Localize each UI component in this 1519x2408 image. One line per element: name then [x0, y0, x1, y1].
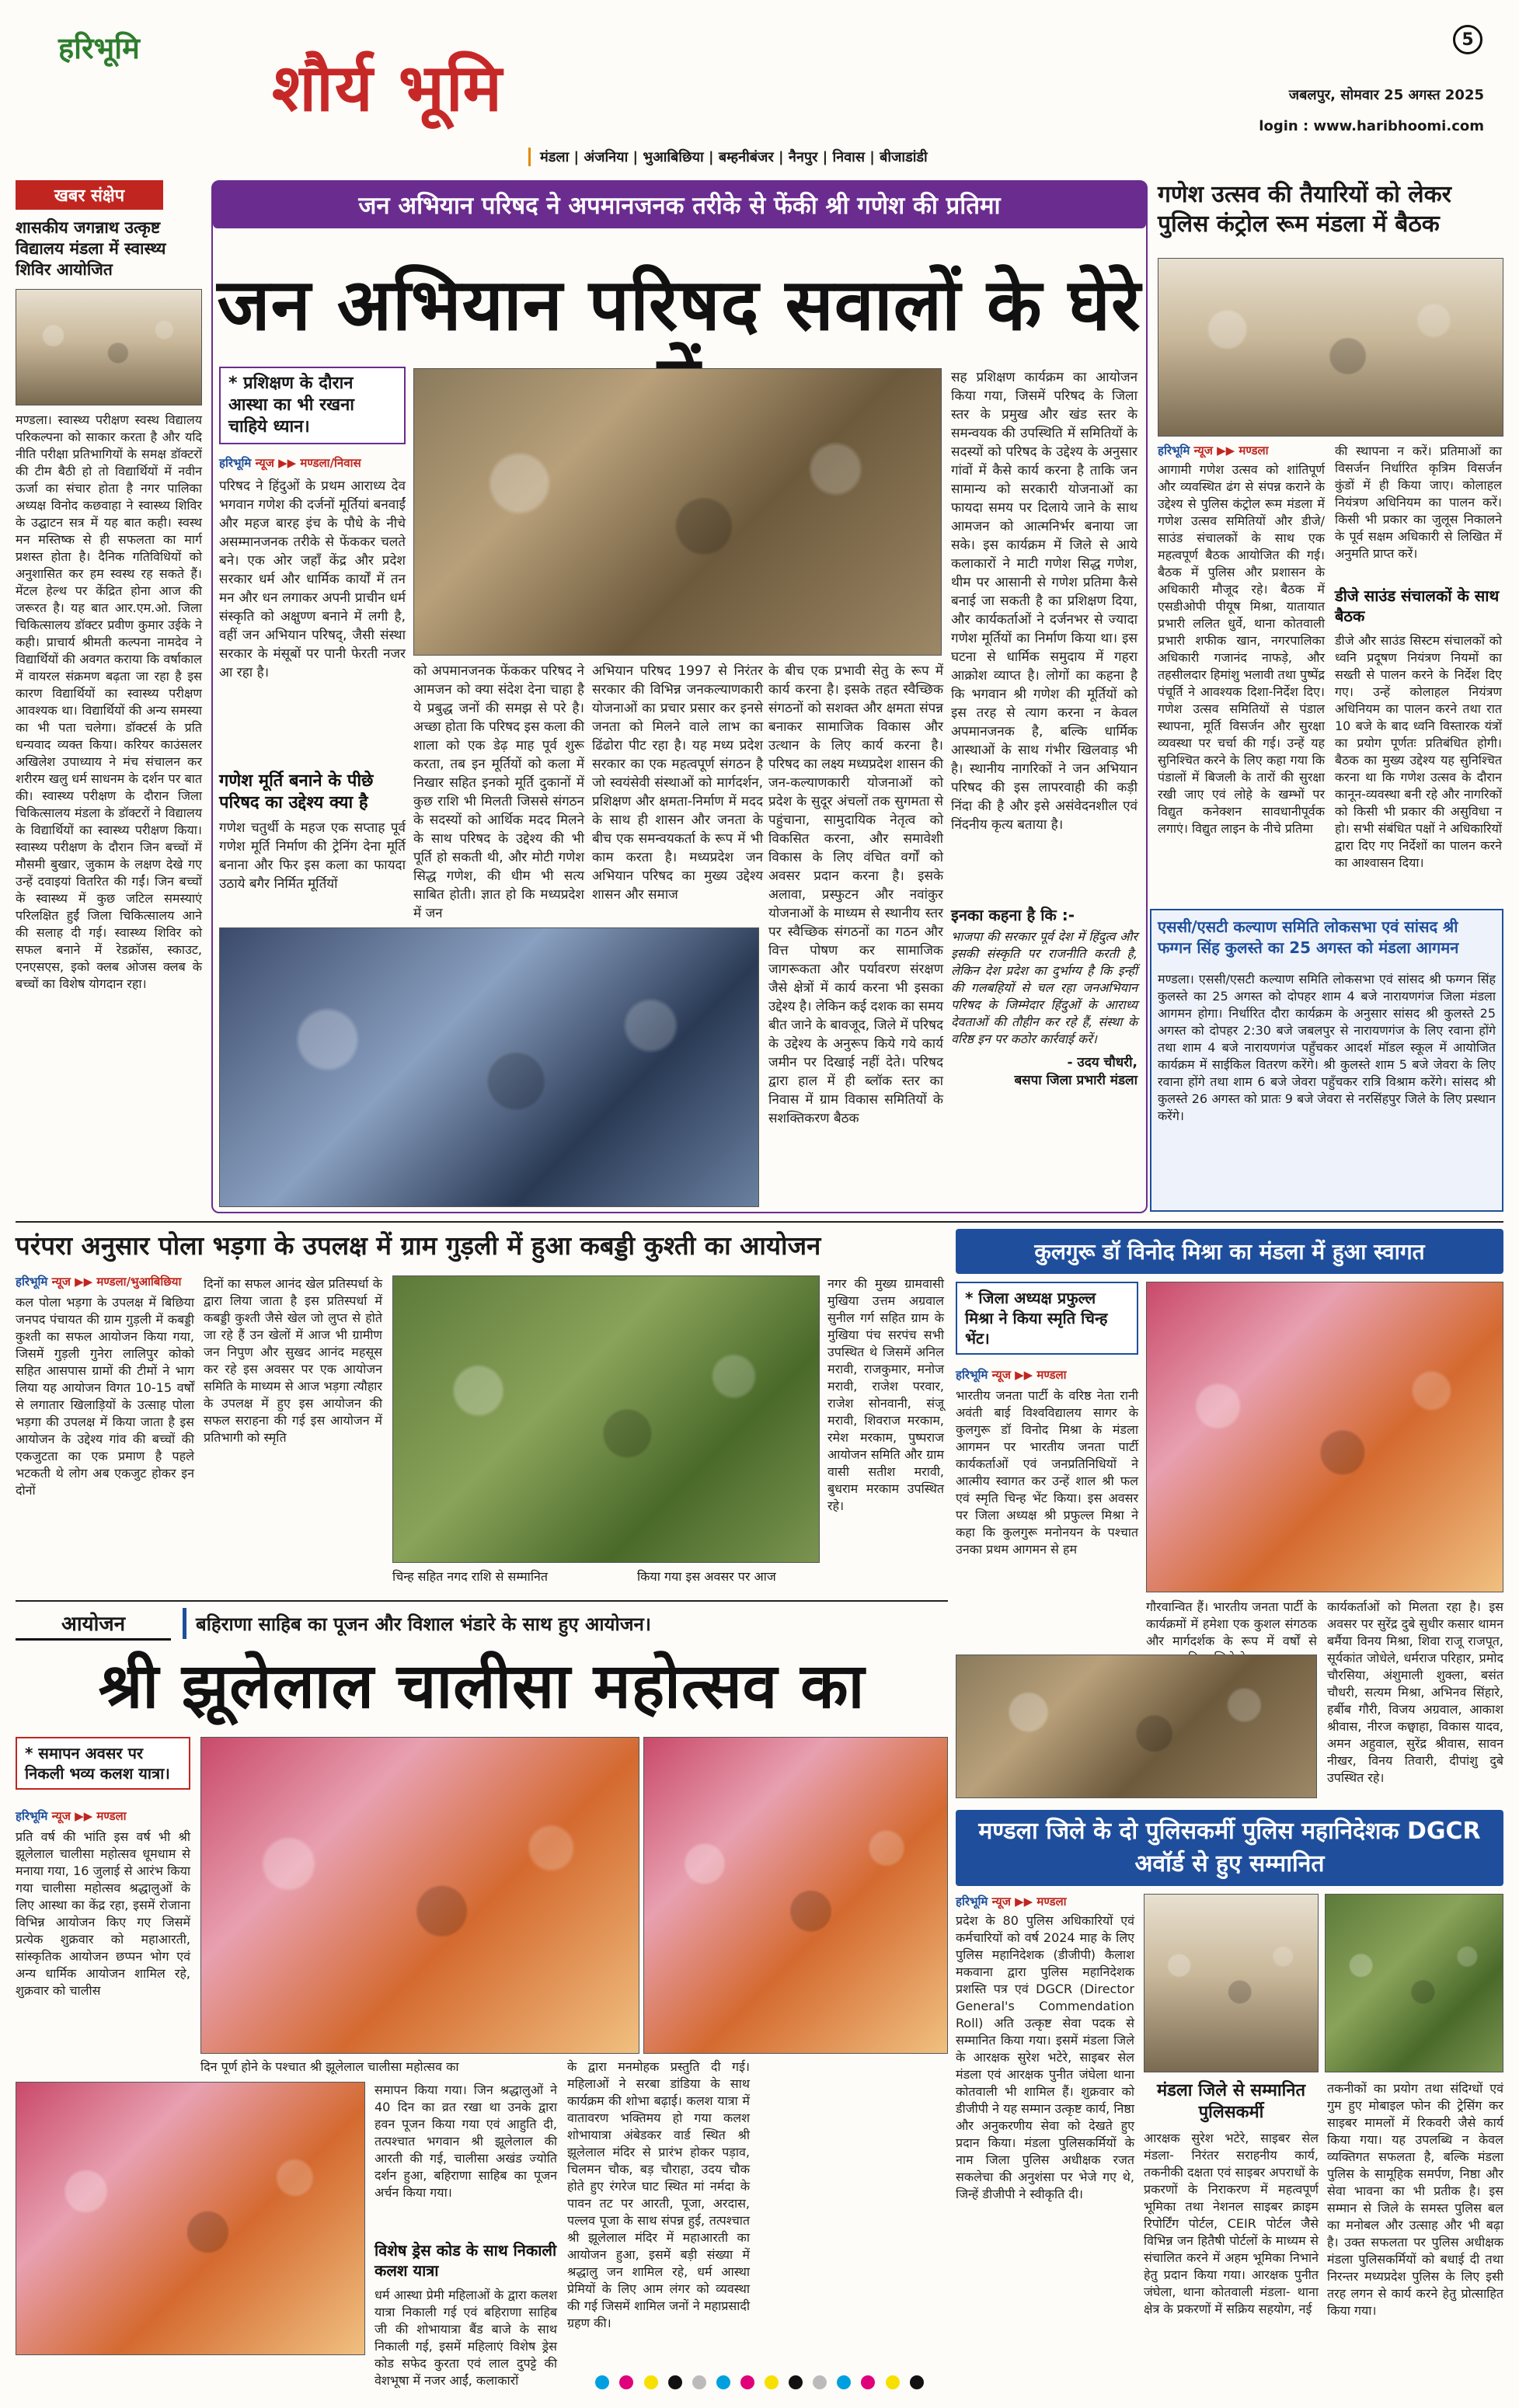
dj-meeting-subhead: डीजे साउंड संचालकों के साथ बैठक	[1335, 586, 1500, 625]
quote-title: इनका कहना है कि :-	[951, 906, 1075, 924]
quote-author: - उदय चौधरी,	[1067, 1055, 1138, 1070]
region-list: मंडला | अंजनिया | भुआबिछिया | बम्हनीबंजर | नैनपुर | निवास | बीजाडांडी	[540, 149, 928, 165]
jhulelal-puja-photo	[200, 1737, 639, 2054]
quote-role: बसपा जिला प्रभारी मंडला	[1014, 1073, 1138, 1088]
sc-st-headline: एससी/एसटी कल्याण समिति लोकसभा एवं सांसद श्री फग्गन सिंह कुलस्ते का 25 अगस्त को मंडला आगमन	[1158, 917, 1459, 957]
kulguru-col2a: गौरवान्वित हैं। भारतीय जनता पार्टी के कार्यक्रमों में हमेशा एक कुशल संगठक और मार्गदर्शक के रूप में वर्षों से	[1146, 1599, 1317, 1648]
news-brief	[16, 180, 202, 1213]
kalash-yatra-photo	[16, 2082, 365, 2355]
dateline: जबलपुर, सोमवार 25 अगस्त 2025	[1288, 87, 1484, 103]
jhulelal-story	[16, 1606, 948, 2388]
credit-rest: न्यूज ▶▶ मण्डला	[991, 1895, 1067, 1909]
masthead	[0, 0, 1519, 165]
ganesh-police-col2: की स्थापना न करें। प्रतिमाओं का विसर्जन निर्धारित कृत्रिम विसर्जन कुंडों में ही किया जाए। कोलाहल नियंत्रण अधिनियम का पालन करें। किसी भी प्रकार का जुलूस निकालने के पूर्व सक्षम अधिकारी से लिखित में अनुमति प्राप्त करें।	[1335, 444, 1502, 561]
ganesh-police-story	[1158, 180, 1503, 903]
lead-col1b-text: गणेश चतुर्थी के महज एक सप्ताह पूर्व गणेश मूर्ति निर्माण की ट्रेनिंग देना मूर्ति बनाना और फिर इस कला का फायदा उठाये बगैर निर्मित मूर्तियों	[219, 820, 406, 892]
lead-credit	[219, 455, 421, 471]
page-number	[1453, 25, 1482, 54]
magenta-mark	[619, 2375, 633, 2389]
jhulelal-section-label: आयोजन	[16, 1606, 171, 1641]
police-award-col3: तकनीकों का प्रयोग तथा संदिग्धों एवं गुम हुए मोबाइल फोन की ट्रेसिंग कर साइबर मामलों में रिकवरी जैसे कार्य किया गया। यह उपलब्धि न केवल व्यक्तिगत सफलता है, बल्कि मंडला पुलिस के सामूहिक समर्पण, निष्ठा और सेवा भावना का भी प्रतीक है। इस सम्मान से जिले के समस्त पुलिस बल का मनोबल और उत्साह और भी बढ़ा है। उक्त सफलता पर पुलिस अधीक्षक मंडला पुलिसकर्मियों को बधाई दी तथा निरन्तर मध्यप्रदेश पुलिस के लिए इसी तरह लगन से कार्य करने हेतु प्रोत्साहित किया गया।	[1327, 2081, 1503, 2318]
region-bar	[528, 148, 1228, 166]
cyan-mark	[716, 2375, 730, 2389]
lead-story	[211, 180, 1148, 1213]
jhulelal-banner: बहिराणा साहिब का पूजन और विशाल भंडारे के साथ हुए आयोजन।	[183, 1608, 944, 1639]
training-meeting-photo	[219, 927, 759, 1207]
credit-brand: हरिभूमि	[219, 456, 252, 470]
ganesh-police-headline: गणेश उत्सव की तैयारियों को लेकर पुलिस कंट्रोल रूम मंडला में बैठक	[1158, 181, 1451, 238]
print-registration-marks	[0, 2375, 1519, 2399]
kabaddi-caption-1: चिन्ह सहित नगद राशि से सम्मानित	[392, 1569, 548, 1584]
kabaddi-col1: कल पोला भड़गा के उपलक्ष में बिछिया जनपद पंचायत की ग्राम गुड़ली में कबड्डी कुश्ती का सफल आयोजन किया गया, जिसमें गुड़ली गुनेरा लालिपुर कोको सहित आसपास ग्रामों की टीमों ने भाग लिया यह आयोजन विगत 10-15 वर्षों से लगातार खिलाड़ियों के उत्साह पोला भड़गा की उपलक्ष में किया जाता है इस आयोजन के उद्देश्य गांव की बच्चों की एकजुटता का एक प्रमाण है पहले भटकती थे लोग अब एकजुट होकर इन दोनों	[16, 1295, 194, 1498]
lead-col3-text: अभियान परिषद 1997 से निरंतर सरकार की विभिन्न जनकल्याणकारी योजनाओं का प्रचार प्रसार कर इनसे जनता को मिलने वाले लाभ का ढिंढोरा पीट रहा है। यह मध्य प्रदेश सरकार का एक महत्वपूर्ण संगठन है जो स्वयंसेवी संस्थाओं को मार्गदर्शन, प्रशिक्षण और क्षमता-निर्माण में मदद के साथ ही शासन और जनता के बीच एक समन्वयकर्ता के रूप में भी काम करता है। मध्यप्रदेश जन अभियान परिषद का मुख्य उद्देश्य शासन और समाज	[592, 663, 763, 903]
credit-rest: न्यूज ▶▶ मण्डला	[51, 1809, 127, 1823]
yellow-mark	[644, 2375, 658, 2389]
lead-banner: जन अभियान परिषद ने अपमानजनक तरीके से फेंकी श्री गणेश की प्रतिमा	[213, 182, 1146, 228]
ganesh-police-col1: आगामी गणेश उत्सव को शांतिपूर्ण और व्यवस्थित ढंग से संपन्न कराने के उद्देश्य से पुलिस कंट्रोल रूम मंडला में गणेश उत्सव समितियों और डीजे/साउंड संचालकों के साथ एक महत्वपूर्ण बैठक आयोजित की गई। बैठक में पुलिस और प्रशासन के अधिकारी मौजूद रहे। बैठक में एसडीओपी पीयूष मिश्रा, यातायात प्रभारी ललित धुर्वे, थाना कोतवाली प्रभारी शफीक खान, नगरपालिका अधिकारी गजानंद नाफड़े, और तहसीलदार हिमांशु भलावी तथा पुष्पेंद्र पंचूर्ति ने आवश्यक दिशा-निर्देश दिए। गणेश उत्सव समितियों से पंडाल स्थापना, मूर्ति विसर्जन और सुरक्षा व्यवस्था पर चर्चा की गई। उन्हें यह सुनिश्चित करने के लिए कहा गया कि पंडालों में बिजली के तारों की सुरक्षा रखी जाए एवं लोहे के खम्भों पर विद्युत कनेक्शन सावधानीपूर्वक लगाएं। विद्युत लाइन के नीचे प्रतिमा	[1158, 462, 1325, 836]
police-award-col2: आरक्षक सुरेश भटेरे, साइबर सेल मंडला- निरंतर सराहनीय कार्य, तकनीकी दक्षता एवं साइबर अपराधों के प्रकरणों के निराकरण में महत्वपूर्ण भूमिका तथा नेशनल साइबर क्राइम रिपोर्टिंग पोर्टल, CEIR पोर्टल जैसे विभिन्न जन हितैषी पोर्टलों के माध्यम से संचालित करने में अहम भूमिका निभाने हेतु प्रदान किया गया। आरक्षक पुनीत जंघेला, थाना कोतवाली मंडला- थाना क्षेत्र के प्रकरणों में सक्रिय सहयोग, नई	[1144, 2131, 1319, 2316]
kulguru-col2b: कार्यकर्ताओं को मिलता रहा है। इस अवसर पर सुरेंद्र दुबे सुधीर कसार थामन बर्मैया विनय मिश्रा, शिवा राजू राजपूत, सूर्यकांत जोधेले, धर्मराज परिहार, प्रमोद चौरसिया, अंशुमाली शुक्ला, बसंत चौधरी, सत्यम मिश्रा, अभिनव सिंहारे, हर्बीब गौरी, विजय अग्रवाल, आकाश श्रीवास, नीरज कछ्वाहा, विकास यादव, अमन अहुवाल, सुरेंद्र श्रीवास, सावन नीखर, विनय तिवारी, दीपांशु दुबे उपस्थित रहे।	[1327, 1599, 1503, 1785]
health-camp-photo	[16, 289, 202, 405]
kulguru-headline: कुलगुरू डॉ विनोद मिश्रा का मंडला में हुआ स्वागत	[956, 1229, 1503, 1274]
police-award-story	[956, 1810, 1503, 2361]
kabaddi-story	[16, 1229, 948, 1594]
jhulelal-women-photo	[643, 1737, 948, 2054]
news-brief-label: खबर संक्षेप	[16, 180, 163, 210]
lead-col2-text: को अपमानजनक फेंककर परिषद ने आमजन को क्या संदेश देना चाहा है ये प्रबुद्ध जनों की समझ से परे है। अच्छा होता कि परिषद इस कला की शाला को एक डेढ़ माह पूर्व शुरू करता, तब इन मूर्तियों को कला में निखार सहित इनको मूर्ति दुकानों में कुछ राशि भी मिलती जिससे संगठन के सदस्यों को आर्थिक मदद मिलने के साथ परिषद के उद्देश्य की भी पूर्ति हो सकती थी, और मोटी गणेश सिद्ध गणेश, की धीम भी सत्य साबित होती। ज्ञात हो कि मध्यप्रदेश में जन	[413, 663, 584, 921]
divider	[16, 1600, 948, 1602]
jhulelal-col3b: धर्म आस्था प्रेमी महिलाओं के द्वारा कलश यात्रा निकाली गई एवं बहिराणा साहिब जी की शोभायात्रा बैंड बाजे के साथ निकाली गई, इसमें महिलाएं विशेष ड्रेस कोड सफेद कुरता एवं लाल दुपट्टे की वेशभूषा में नजर आईं, कलाकारों	[375, 2288, 557, 2388]
divider	[16, 1221, 1503, 1223]
lead-headline: जन अभियान परिषद सवालों के घेरे	[217, 263, 1141, 346]
yellow-mark	[886, 2375, 900, 2389]
cyan-mark	[595, 2375, 609, 2389]
lead-col1-subhead: गणेश मूर्ति बनाने के पीछे परिषद का उद्देश्य क्या है	[219, 771, 374, 813]
black-mark	[910, 2375, 924, 2389]
kabaddi-caption-2: किया गया इस अवसर पर आज	[637, 1569, 776, 1584]
lead-kicker: * प्रशिक्षण के दौरान आस्था का भी रखना चाहिये ध्यान।	[219, 367, 406, 444]
page-number-value: 5	[1462, 30, 1474, 50]
logo: हरिभूमि	[58, 30, 140, 65]
kulguru-story	[956, 1229, 1503, 1804]
credit-rest: न्यूज ▶▶ मण्डला	[1193, 444, 1269, 458]
jhulelal-headline: श्री झूलेलाल चालीसा महोत्सव का	[98, 1649, 866, 1722]
kabaddi-col3: नगर की मुख्य ग्रामवासी मुखिया उत्तम अग्रवाल सुनील गर्ग सहित ग्राम के मुखिया पंच सरपंच सभी उपस्थित थे जिसमें अनिल मरावी, राजकुमार, मनोज मरावी, राजेश परवार, राजेश सोनवानी, संजू मरावी, शिवराज मरकाम, रमेश मरकाम, पुष्पराज आयोजन समिति और ग्राम वासी सतीश मरावी, बुधराम मरकाम उपस्थित रहे।	[827, 1276, 944, 1513]
credit-brand: हरिभूमि	[956, 1368, 988, 1382]
police-award-headline: मण्डला जिले के दो पुलिसकर्मी पुलिस महानिदेशक DGCR अवॉर्ड से हुए सम्मानित	[956, 1810, 1503, 1886]
lead-col1-text: परिषद ने हिंदुओं के प्रथम आराध्य देव भगवान गणेश की दर्जनों मूर्तियां बनवाईं और महज बारह इंच के पौधे के नीचे असम्मानजनक तरीके से फेंककर चलते बने। एक ओर जहाँ केंद्र और प्रदेश सरकार धर्म और धार्मिक कार्यों में तन मन और धन लगाकर अपनी प्राचीन धर्म संस्कृति को अक्षुण्ण बनाने में लगी है, वहीं जन अभियान परिषद्, जैसी संस्था सरकार के मंसूबों पर पानी फेरती नजर आ रहा है।	[219, 478, 406, 680]
news-brief-body: मण्डला। स्वास्थ्य परीक्षण स्वस्थ विद्यालय परिकल्पना को साकार करता है और यदि नीति परीक्षा प्रतिभागियों के समक्ष डॉक्टरों की टीम बैठी हो तो विद्यार्थियों में नवीन ऊर्जा का संचार होता है नगर पालिका अध्यक्ष विनोद कछवाहा ने स्वास्थ्य शिविर के उद्घाटन सत्र में यह बात कही। स्वस्थ मन मस्तिष्क से ही सफलता का मार्ग प्रशस्त होता है। दैनिक गतिविधियों को अनुशासित कर हम स्वस्थ रह सकते हैं। मेंटल हेल्थ पर केंद्रित होना आज की जरूरत है। यह बात आर.एम.ओ. जिला चिकित्सालय डॉक्टर प्रवीण कुमार उईके ने कही। प्राचार्य श्रीमती कल्पना नामदेव ने विद्यार्थियों की अवगत कराया कि वर्षाकाल में वायरल संक्रमण बढ़ता जा रहा है इस कारण विद्यार्थियों का स्वास्थ्य परीक्षण आवश्यक था। विद्यार्थियों की अन्य समस्या का भी पता चलेगा। डॉक्टर्स के प्रति धन्यवाद व्यक्त किया। करियर काउंसलर अखिलेश उपाध्याय ने मंच संचालन कर शरीरम खलु धर्म साधनम के दर्शन पर बात की। स्वास्थ्य परीक्षण के दौरान जिला चिकित्सालय मंडला के डॉक्टरों ने विद्यालय के विद्यार्थियों का स्वास्थ्य परीक्षण किया। स्वास्थ्य परीक्षण के दौरान जिन बच्चों में मौसमी बुखार, जुकाम के लक्षण देखे गए उन्हें दवाइयां वितरित की गईं। जिन बच्चों के स्वास्थ्य में कुछ जटिल समस्याएं परिलक्षित हुईं जिला चिकित्सालय आने की सलाह दी गई। स्वास्थ्य शिविर को सफल बनाने में रेडक्रॉस, स्काउट, एनएसएस, इको क्लब ओजस क्लब के बच्चों का विशेष योगदान रहा।	[16, 412, 202, 991]
ganesh-idols-photo	[413, 368, 942, 656]
credit-brand: हरिभूमि	[1158, 444, 1190, 458]
kabaddi-col2: दिनों का सफल आनंद खेल प्रतिस्पर्धा के द्वारा लिया जाता है इस प्रतिस्पर्धा में कबड्डी कुश्ती जैसे खेल जो लुप्त से होते जा रहे हैं उन खेलों में आज भी ग्रामीण जन निपुण और सुखद आनंद महसूस कर रहे इस अवसर पर एक आयोजन समिति के माध्यम से आज भड़गा त्यौहार के उपलक्ष में हुए इस आयोजन की सफल सराहना की गई इस आयोजन में प्रतिभागी को स्मृति	[204, 1276, 382, 1445]
yellow-mark	[765, 2375, 779, 2389]
kulguru-group-photo	[956, 1655, 1317, 1798]
cyan-mark	[837, 2375, 851, 2389]
quote-text: भाजपा की सरकार पूर्व देश में हिंदुत्व और इसकी संस्कृति पर राजनीति करती है, लेकिन देश प्रदेश का दुर्भाग्य है कि इन्हीं की गलबहियों से चल रहा जनअभियान परिषद के जिम्मेदार हिंदुओं के आराध्य देवताओं की तौहीन कर रहे हैं, संस्था के वरिष्ठ इन पर कठोर कार्रवाई करें।	[951, 929, 1138, 1046]
police-meeting-photo	[1158, 258, 1503, 437]
credit-brand: हरिभूमि	[16, 1275, 48, 1289]
police-award-col1: प्रदेश के 80 पुलिस अधिकारियों एवं कर्मचारियों को वर्ष 2024 माह के लिए पुलिस महानिदेशक (डीजीपी) कैलाश मकवाना द्वारा पुलिस महानिदेशक प्रशस्ति पत्र एवं DGCR (Director General's Commendation Roll) अति उत्कृष्ट सेवा पदक से सम्मानित किया गया। इसमें मंडला जिले के आरक्षक सुरेश भटेरे, साइबर सेल मंडला एवं आरक्षक पुनीत जंघेला थाना कोतवाली भी शामिल हैं। शुक्रवार को डीजीपी ने यह सम्मान उत्कृष्ट कार्य, निष्ठा और अनुकरणीय सेवा को देखते हुए प्रदान किया। मंडला पुलिसकर्मियों के नाम जिला पुलिस अधीक्षक रजत सकलेचा की अनुशंसा पर भेजे गए थे, जिन्हें डीजीपी ने स्वीकृति दी।	[956, 1913, 1134, 2201]
credit-rest: न्यूज ▶▶ मण्डला	[991, 1368, 1067, 1382]
black-mark	[668, 2375, 682, 2389]
ganesh-police-col2b: डीजे और साउंड सिस्टम संचालकों को ध्वनि प्रदूषण नियंत्रण नियमों का सख्ती से पालन करने के निर्देश दिए गए। उन्हें कोलाहल नियंत्रण अधिनियम का पालन करने तथा रात 10 बजे के बाद ध्वनि विस्तारक यंत्रों का प्रयोग पूर्णतः प्रतिबंधित होगी। बैठक का मुख्य उद्देश्य यह सुनिश्चित करना था कि गणेश उत्सव के दौरान कानून-व्यवस्था बनी रहे और नागरिकों को किसी भी प्रकार की असुविधा न हो। सभी संबंधित पक्षों ने अधिकारियों द्वारा दिए गए निर्देशों का पालन करने का आश्वासन दिया।	[1335, 633, 1502, 870]
kabaddi-photo	[392, 1275, 820, 1563]
constable-suresh-photo	[1144, 1894, 1319, 2072]
jhulelal-kicker: * समापन अवसर पर निकली भव्य कलश यात्रा।	[16, 1737, 190, 1790]
kabaddi-headline: परंपरा अनुसार पोला भड़गा के उपलक्ष में ग्राम गुड़ली में हुआ कबड्डी कुश्ती का आयोजन	[16, 1230, 821, 1261]
black-mark	[789, 2375, 803, 2389]
magenta-mark	[861, 2375, 875, 2389]
credit-rest: न्यूज ▶▶ मण्डला/निवास	[255, 456, 361, 470]
news-brief-headline: शासकीय जगन्नाथ उत्कृष्ट विद्यालय मंडला में स्वास्थ्य शिविर आयोजित	[16, 218, 166, 279]
credit-rest: न्यूज ▶▶ मण्डला/भुआबिछिया	[51, 1275, 182, 1289]
login-link[interactable]: login : www.haribhoomi.com	[1259, 118, 1484, 134]
jhulelal-col1: प्रति वर्ष की भांति इस वर्ष भी श्री झूलेलाल चालीसा महोत्सव धूमधाम से मनाया गया, 16 जुलाई से आरंभ किया गया चालीसा महोत्सव श्रद्धालुओं के लिए आस्था का केंद्र रहा, इसमें रोजाना विभिन्न आयोजन किए गए जिसमें प्रत्येक शुक्रवार को महाआरती, सांस्कृतिक आयोजन छप्पन भोग एवं अन्य धार्मिक आयोजन शामिल रहे, शुक्रवार को चालीस	[16, 1829, 190, 1998]
jhulelal-col2: दिन पूर्ण होने के पश्चात श्री झूलेलाल चालीसा महोत्सव का	[200, 2059, 459, 2074]
award-label: मंडला जिले से सम्मानित पुलिसकर्मी	[1156, 2081, 1306, 2122]
lead-col4-text: के बीच एक प्रभावी सेतु के रूप में कार्य करना है। इसके तहत स्वैच्छिक संगठनों को सशक्त और क्षमता संपन्न बनाकर सामाजिक विकास और उत्थान के लिए कार्य करना है। परिषद का लक्ष्य मध्यप्रदेश शासन की जन-कल्याणकारी योजनाओं को प्रदेश के सुदूर अंचलों तक सुगमता से पहुंचाना, सामुदायिक नेतृत्व को विकसित करना, और समावेशी विकास के लिए वंचित वर्गों को अवसर प्रदान करना है। इसके अलावा, प्रस्फुटन और नवांकुर योजनाओं के माध्यम से स्थानीय स्तर पर स्वैच्छिक संगठनों का गठन और वित्त पोषण कर सामाजिक जागरूकता और पर्यावरण संरक्षण जैसे क्षेत्रों में कार्य करना भी इसका उद्देश्य है। लेकिन कई दशक का समय बीत जाने के बावजूद, जिले में परिषद के उद्देश्य के अनुरूप किये गये कार्य जमीन पर दिखाई नहीं देते। परिषद द्वारा हाल में ही ब्लॉक स्तर का निवास में ग्राम विकास समितियों के सशक्तिकरण बैठक	[768, 663, 943, 1126]
credit-brand: हरिभूमि	[16, 1809, 48, 1823]
quote-box	[951, 904, 1138, 1207]
kulguru-welcome-photo	[1146, 1282, 1503, 1592]
magenta-mark	[740, 2375, 754, 2389]
jhulelal-col4: के द्वारा मनमोहक प्रस्तुति दी गई। महिलाओं ने सरबा डांडिया के साथ कार्यक्रम की शोभा बढ़ाई। कलश यात्रा में वातावरण भक्तिमय हो गया कलश शोभायात्रा अंबेडकर वार्ड स्थित श्री झूलेलाल मंदिर से प्रारंभ होकर पड़ाव, चिलमन चौक, बड़ चौराहा, उदय चौक होते हुए रंगरेज घाट स्थित मां नर्मदा के पावन तट पर आरती, पूजा, अरदास, पल्लव पूजा के साथ संपन्न हुई, तत्पश्चात श्री झूलेलाल मंदिर में महाआरती का आयोजन हुआ, इसमें बड़ी संख्या में श्रद्धालु जन शामिल रहे, धर्म आस्था प्रेमियों के लिए आम लंगर को व्यवस्था की गई जिसमें शामिल जनों ने महाप्रसादी ग्रहण की।	[567, 2059, 750, 2330]
jhulelal-credit	[16, 1808, 190, 1824]
ganesh-police-credit	[1158, 443, 1329, 458]
police-award-credit	[956, 1894, 1134, 1909]
lead-col5-text: सह प्रशिक्षण कार्यक्रम का आयोजन किया गया, जिसमें परिषद के जिला स्तर के प्रमुख और खंड स्तर के समन्वयक की उपस्थिति में समितियों के सदस्यों को परिषद के उद्देश्य के अनुसार गांवों में कैसे कार्य करना है ताकि जन सामान्य को सरकारी योजनाओं का फायदा समय पर दिलाये जाने के साथ आमजन को आत्मनिर्भर बनाया जा सके। इस कार्यक्रम में जिले से आये कलाकारों ने माटी गणेश सिद्ध गणेश, थीम पर आसानी से गणेश प्रतिमा कैसे बनाई जा सकती है का प्रशिक्षण दिया, और कार्यकर्ताओं ने दर्जनभर से ज्यादा गणेश मूर्तियों का निर्माण किया था। इस घटना से धार्मिक समुदाय में गहरा आक्रोश व्याप्त है। लोगों का कहना है कि भगवान श्री गणेश की मूर्तियों को इस तरह से त्याग करना न केवल अपमानजनक है, बल्कि धार्मिक आस्थाओं के साथ गंभीर खिलवाड़ भी है। स्थानीय नागरिकों ने जन अभियान परिषद की इस लापरवाही की कड़ी निंदा की है और इसे असंवेदनशील एवं निंदनीय कृत्य बताया है।	[951, 370, 1138, 833]
kulguru-kicker: * जिला अध्यक्ष प्रफुल्ल मिश्रा ने किया स्मृति चिन्ह भेंट।	[956, 1282, 1138, 1355]
kulguru-col1: भारतीय जनता पार्टी के वरिष्ठ नेता रानी अवंती बाई विश्वविद्यालय सागर के कुलगुरू डॉ विनोद मिश्रा के मंडला आगमन पर भारतीय जनता पार्टी कार्यकर्ताओं एवं जनप्रतिनिधियों ने आत्मीय स्वागत कर उन्हें शाल श्री फल एवं स्मृति चिन्ह भेंट किया। इस अवसर पर जिला अध्यक्ष श्री प्रफुल्ल मिश्रा ने कहा कि कुलगुरू मनोनयन के पश्चात उनका प्रथम आगमन से हम	[956, 1388, 1138, 1557]
jhulelal-col3: समापन किया गया। जिन श्रद्धालुओं ने 40 दिन का व्रत रखा था उनके द्वारा हवन पूजन किया गया एवं आहुति दी, तत्पश्चात भगवान श्री झूलेलाल की आरती की गई, चालीसा अखंड ज्योति दर्शन हुआ, बहिराणा साहिब का पूजन अर्चन किया गया।	[375, 2083, 557, 2200]
credit-brand: हरिभूमि	[956, 1895, 988, 1909]
gray-mark	[813, 2375, 827, 2389]
kabaddi-credit	[16, 1274, 194, 1289]
gray-mark	[692, 2375, 706, 2389]
kulguru-credit	[956, 1367, 1138, 1383]
constable-puneet-photo	[1325, 1894, 1503, 2072]
page-title: शौर्य भूमि	[272, 49, 503, 126]
sc-st-story	[1150, 909, 1503, 1212]
sc-st-body: मण्डला। एससी/एसटी कल्याण समिति लोकसभा एवं सांसद श्री फग्गन सिंह कुलस्ते का 25 अगस्त को दोपहर शाम 4 बजे नारायणगंज जिला मंडला आगमन होगा। निर्धारित दौरा कार्यक्रम के अनुसार सांसद श्री कुलस्ते 25 अगस्त को दोपहर 2:30 बजे जबलपुर से नारायणगंज के लिए रवाना होंगे तथा शाम 4 बजे नारायणगंज पहुँचकर आदर्श मॉडल स्कूल में आयोजित कार्यक्रम में साईकिल वितरण करेंगे। श्री कुलस्ते शाम 5 बजे जेवरा के लिए रवाना होंगे तथा शाम 6 बजे जेवरा पहुँचकर रात्रि विश्राम करेंगे। सांसद श्री कुलस्ते 26 अगस्त को प्रातः 9 बजे जेवरा से नरसिंहपुर जिले के लिए प्रस्थान करेंगे।	[1158, 972, 1496, 1123]
kalash-yatra-subhead: विशेष ड्रेस कोड के साथ निकाली कलश यात्रा	[375, 2241, 557, 2280]
